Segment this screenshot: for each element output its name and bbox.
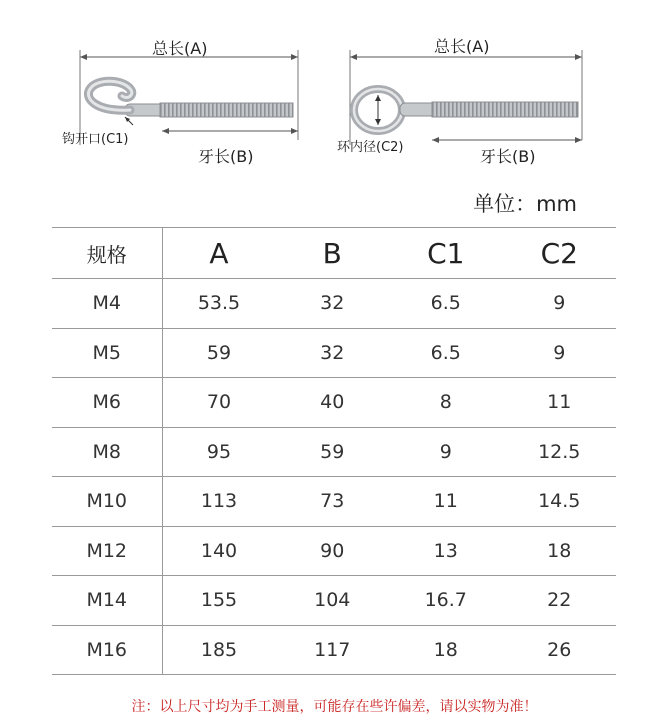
cell-a: 113 xyxy=(162,477,276,527)
table-header-row xyxy=(52,228,616,279)
cell-b: 117 xyxy=(276,625,390,675)
header-spec: 规格 xyxy=(52,228,162,279)
cell-spec: M16 xyxy=(52,625,162,675)
cell-spec: M12 xyxy=(52,526,162,576)
cell-a: 140 xyxy=(162,526,276,576)
cell-b: 59 xyxy=(276,427,390,477)
cell-b: 32 xyxy=(276,328,390,378)
unit-label: 单位：mm xyxy=(473,192,577,216)
cell-c2: 12.5 xyxy=(503,427,617,477)
cell-b: 40 xyxy=(276,378,390,428)
left-thread-length-label: 牙长(B) xyxy=(198,147,254,166)
cell-c2: 11 xyxy=(503,378,617,428)
cell-c1: 9 xyxy=(389,427,503,477)
cell-b: 104 xyxy=(276,576,390,626)
cell-c2: 9 xyxy=(503,279,617,329)
cell-c2: 14.5 xyxy=(503,477,617,527)
table-row xyxy=(52,625,616,675)
cell-c1: 16.7 xyxy=(389,576,503,626)
cell-a: 53.5 xyxy=(162,279,276,329)
table-row xyxy=(52,477,616,527)
product-diagram xyxy=(0,0,669,185)
cell-spec: M6 xyxy=(52,378,162,428)
cell-c1: 8 xyxy=(389,378,503,428)
cell-c1: 18 xyxy=(389,625,503,675)
hook-opening-label: 钩开口(C1) xyxy=(62,132,129,147)
cell-a: 185 xyxy=(162,625,276,675)
cell-b: 73 xyxy=(276,477,390,527)
dimension-drawing xyxy=(0,0,669,185)
table-row xyxy=(52,427,616,477)
cell-spec: M5 xyxy=(52,328,162,378)
spec-table xyxy=(52,227,616,675)
eye-bolt-image xyxy=(350,50,582,145)
cell-c2: 22 xyxy=(503,576,617,626)
cell-spec: M4 xyxy=(52,279,162,329)
cell-c1: 13 xyxy=(389,526,503,576)
right-thread-length-label: 牙长(B) xyxy=(480,147,536,166)
header-c2: C2 xyxy=(503,228,617,279)
cell-a: 70 xyxy=(162,378,276,428)
cell-c1: 6.5 xyxy=(389,328,503,378)
cell-c2: 26 xyxy=(503,625,617,675)
header-c1: C1 xyxy=(389,228,503,279)
cell-spec: M14 xyxy=(52,576,162,626)
table-row xyxy=(52,576,616,626)
cell-a: 59 xyxy=(162,328,276,378)
cell-a: 95 xyxy=(162,427,276,477)
cell-spec: M8 xyxy=(52,427,162,477)
table-row xyxy=(52,328,616,378)
header-b: B xyxy=(276,228,390,279)
header-a: A xyxy=(162,228,276,279)
right-total-length-label: 总长(A) xyxy=(434,37,490,56)
table-row xyxy=(52,279,616,329)
cell-a: 155 xyxy=(162,576,276,626)
cell-spec: M10 xyxy=(52,477,162,527)
cell-c1: 11 xyxy=(389,477,503,527)
table-row xyxy=(52,526,616,576)
cell-c2: 18 xyxy=(503,526,617,576)
measurement-note: 注：以上尺寸均为手工测量，可能存在些许偏差，请以实物为准！ xyxy=(131,699,538,715)
ring-inner-diameter-label: 环内径(C2) xyxy=(337,140,404,155)
table-row xyxy=(52,378,616,428)
cell-c1: 6.5 xyxy=(389,279,503,329)
cell-b: 32 xyxy=(276,279,390,329)
left-total-length-label: 总长(A) xyxy=(152,39,208,58)
cell-c2: 9 xyxy=(503,328,617,378)
cell-b: 90 xyxy=(276,526,390,576)
